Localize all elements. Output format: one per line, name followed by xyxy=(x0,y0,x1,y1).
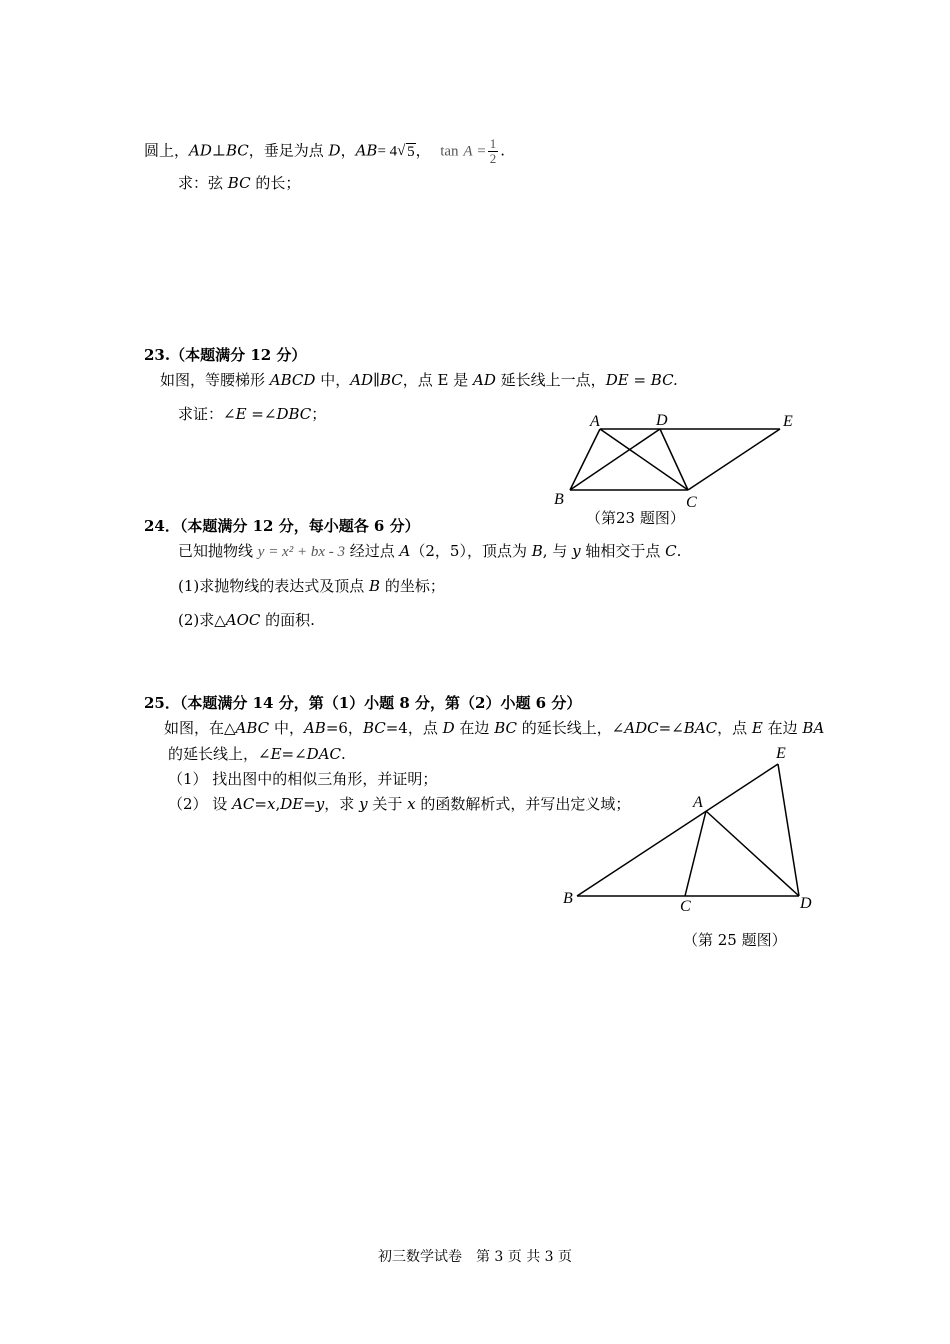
q25-figure xyxy=(555,740,825,920)
label-C: C xyxy=(680,898,691,915)
parabola-formula: y = x² + bx - 3 xyxy=(257,544,345,560)
segment-AB xyxy=(570,429,600,490)
segment-AD xyxy=(706,811,799,896)
label-A: A xyxy=(590,413,600,430)
q23-prove: 求证：∠E =∠DBC； xyxy=(178,405,327,423)
q23-caption: （第23 题图） xyxy=(586,509,685,527)
q25-caption: （第 25 题图） xyxy=(683,931,787,949)
q24-body: 已知抛物线 y = x² + bx - 3 经过点 A（2，5），顶点为 B, 与 y 轴相交于点 C. xyxy=(178,542,682,560)
label-B: B xyxy=(554,491,564,508)
q23-body: 如图，等腰梯形 ABCD 中，AD∥BC，点 E 是 AD 延长线上一点，DE = BC. xyxy=(160,371,678,389)
segment-BE xyxy=(577,764,778,896)
q24-part1: (1)求抛物线的表达式及顶点 B 的坐标； xyxy=(178,577,445,595)
q23-figure xyxy=(540,405,820,515)
fraction-one-half: $\frac{1}{2}$ xyxy=(489,136,497,166)
label-D: D xyxy=(800,895,812,912)
q25-part2: （2） 设 AC=x,DE=y，求 y 关于 x 的函数解析式，并写出定义域； xyxy=(168,795,631,813)
label-E: E xyxy=(783,413,793,430)
segment-DB xyxy=(570,429,660,490)
q25-body-line2: 的延长线上，∠E=∠DAC. xyxy=(168,745,346,763)
sqrt-symbol: √ 5 xyxy=(397,142,416,162)
q25-part1: （1） 找出图中的相似三角形，并证明； xyxy=(168,770,438,788)
q22-line1: 圆上，AD⊥BC，垂足为点 D，AB= 4√ 5， tan A = $\frac{1}{2}$ . xyxy=(144,137,505,166)
segment-EC xyxy=(688,429,780,490)
label-B: B xyxy=(563,890,573,907)
q23-heading: 23.（本题满分 12 分） xyxy=(144,346,307,364)
q24-heading: 24．（本题满分 12 分，每小题各 6 分） xyxy=(144,517,420,535)
label-C: C xyxy=(686,494,697,511)
q24-part2: (2)求△AOC 的面积. xyxy=(178,611,315,629)
page-footer: 初三数学试卷 第 3 页 共 3 页 xyxy=(377,1249,573,1265)
segment-ED xyxy=(778,764,799,896)
q25-body-line1: 如图，在△ABC 中，AB=6，BC=4，点 D 在边 BC 的延长线上，∠ADC=∠BAC，点 E 在边 BA xyxy=(164,719,825,737)
label-D: D xyxy=(656,412,668,429)
q22-line2: 求：弦 BC 的长； xyxy=(178,174,301,192)
q25-heading: 25．（本题满分 14 分，第（1）小题 8 分，第（2）小题 6 分） xyxy=(144,694,582,712)
label-E: E xyxy=(776,745,786,762)
label-A: A xyxy=(693,794,703,811)
